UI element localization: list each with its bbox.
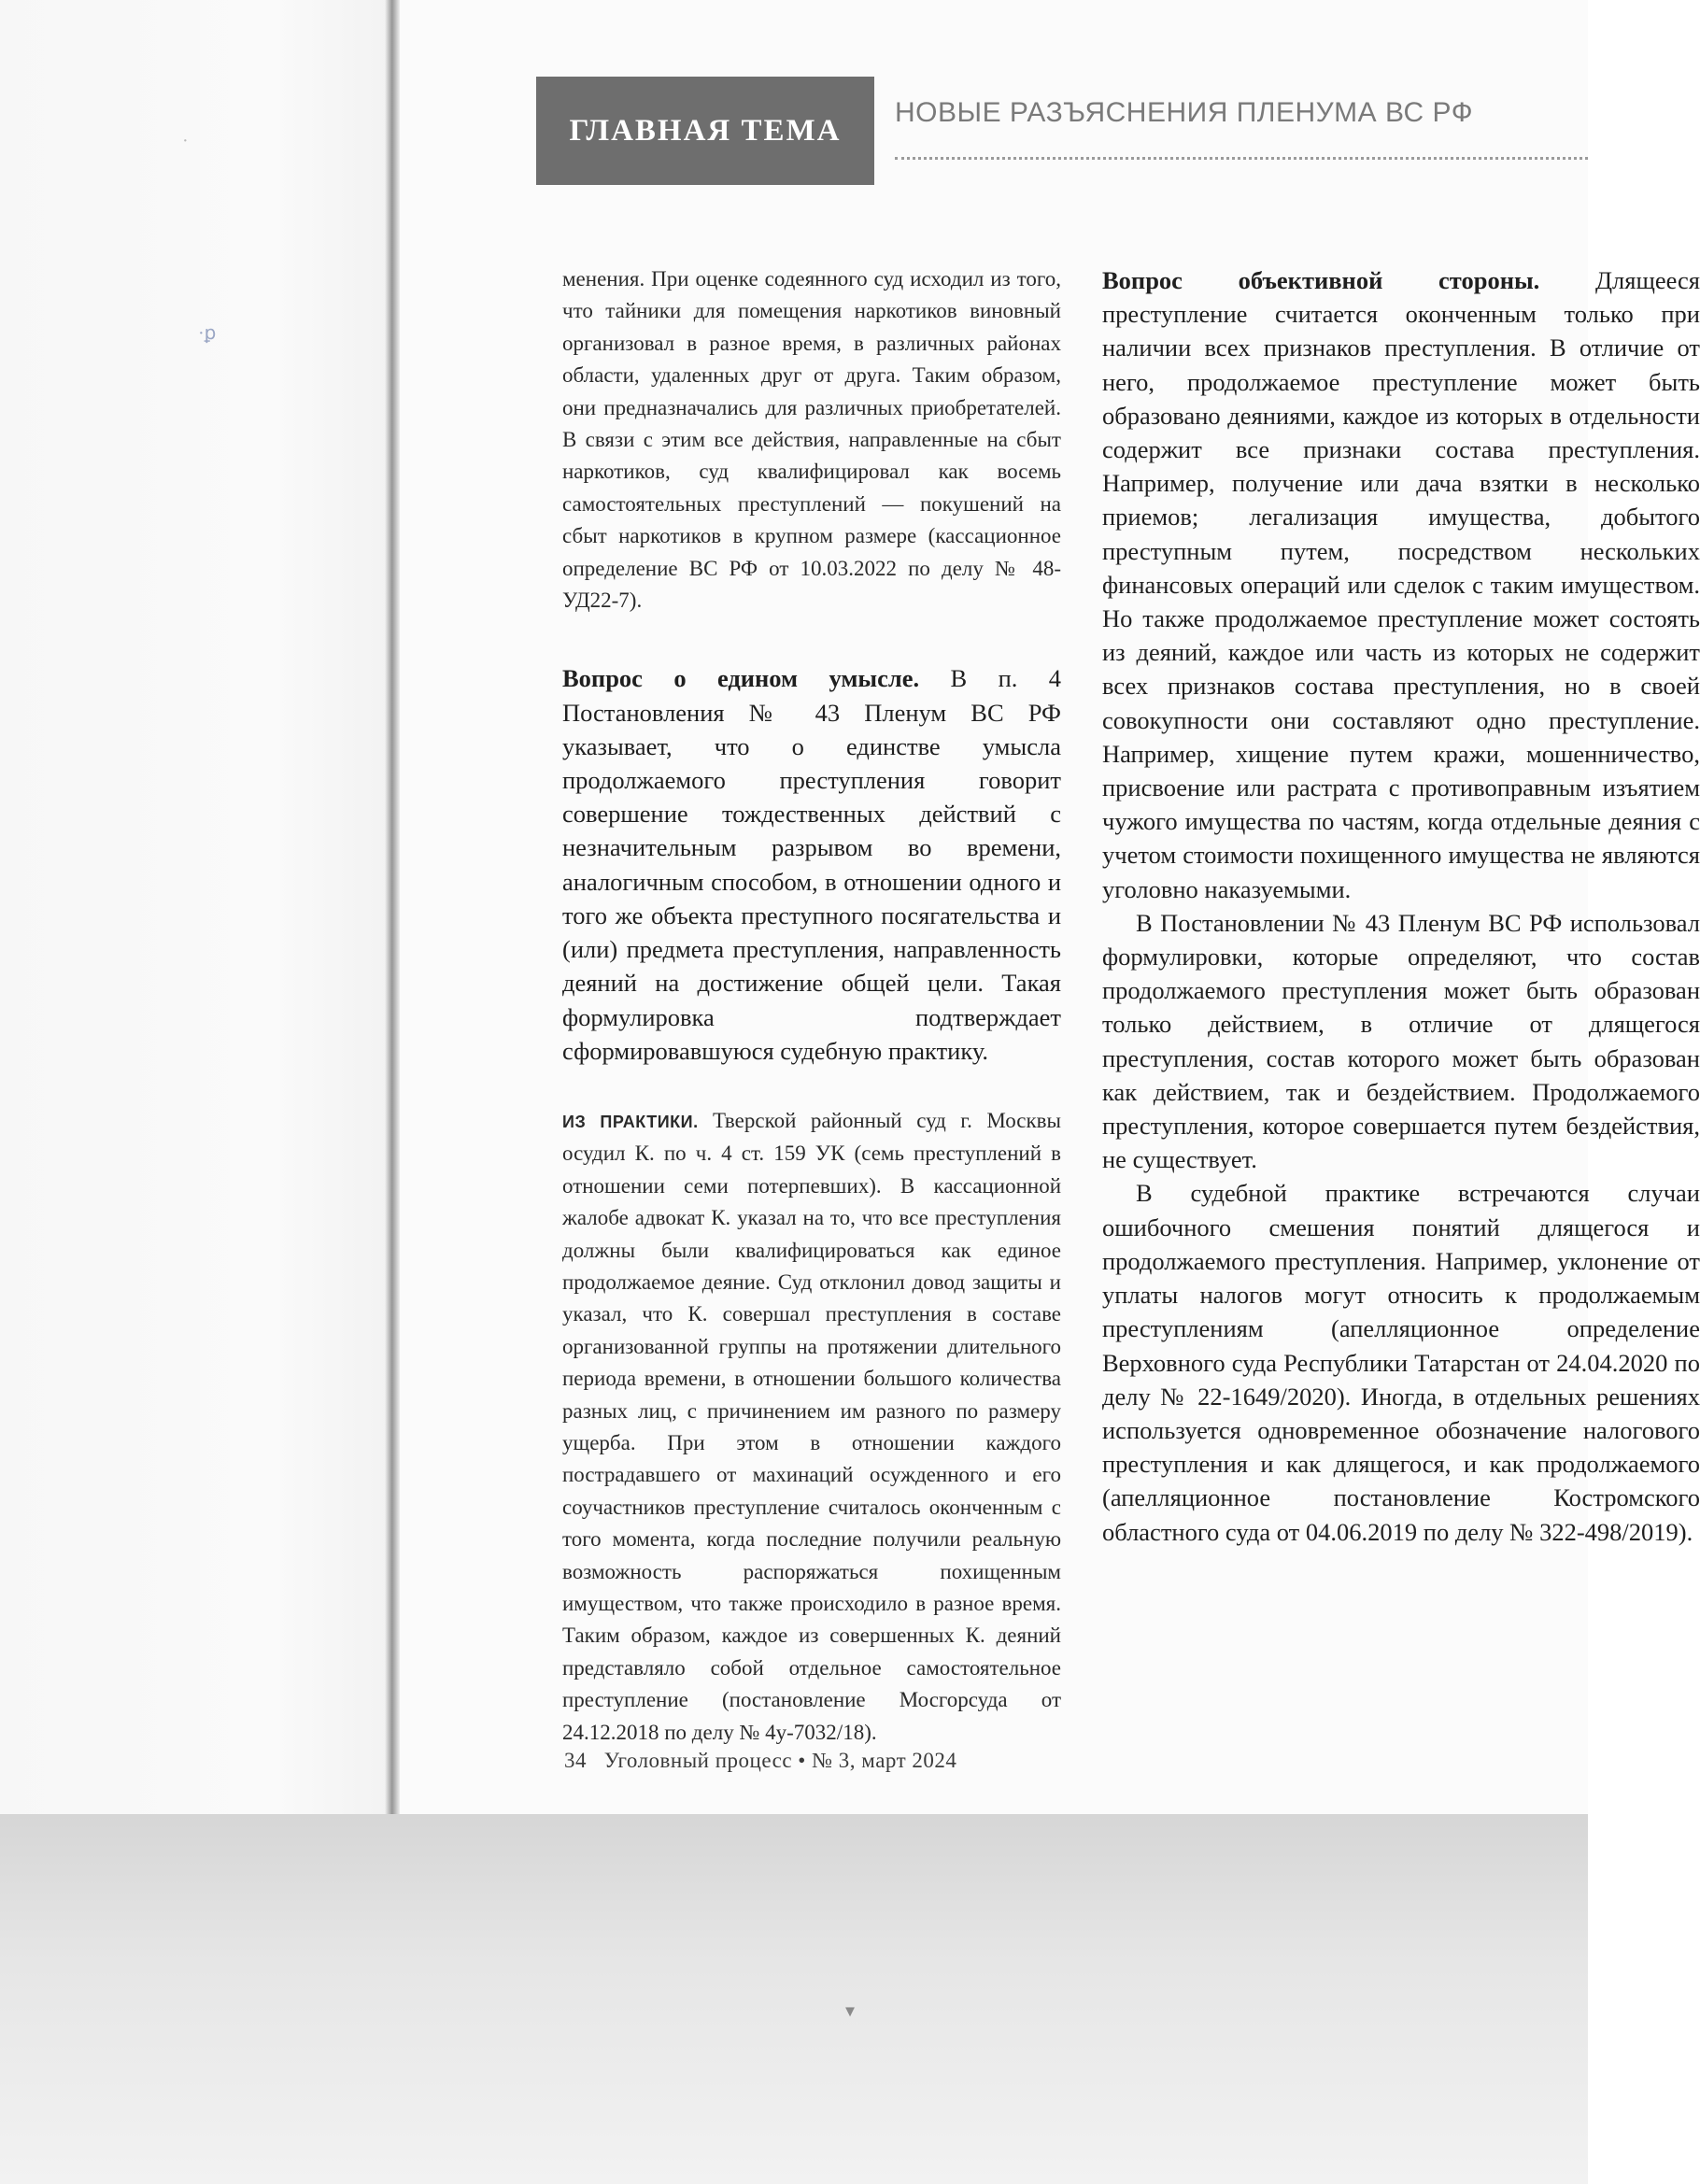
left-paragraph-2 — [562, 661, 1061, 1067]
right-paragraph-1-text: Длящееся преступление считается оконченным только при наличии всех признаков преступления. В отличие от него, продолжаемое преступление может быть образовано деяниями, каждое из которых в отдельности содержит все признаки состава преступления. Например, получение или дача взятки в несколько приемов; легализация имущества, добытого преступным путем, посредством нескольких финансовых операций или сделок с таким имуществом. Но также продолжаемое преступление может состоять из деяний, каждое или часть из которых не содержит всех признаков состава преступления, но в своей совокупности они составляют одно преступление. Например, хищение путем кражи, мошенничество, присвоение или растрата с противоправным изъятием чужого имущества по частям, когда отдельные деяния с учетом стоимости похищенного имущества не являются уголовно наказуемыми. — [1102, 266, 1700, 903]
journal-name: Уголовный процесс — [603, 1749, 793, 1772]
scan-left-margin — [0, 0, 392, 1814]
page-number: 34 — [564, 1749, 587, 1772]
practice-block — [562, 1105, 1061, 1749]
paragraph-spacer — [562, 1068, 1061, 1105]
page-spine-shadow — [385, 0, 400, 1814]
section-subtitle: НОВЫЕ РАЗЪЯСНЕНИЯ ПЛЕНУМА ВС РФ — [895, 97, 1474, 128]
section-title: ГЛАВНАЯ ТЕМА — [569, 113, 842, 148]
right-paragraph-1 — [1102, 263, 1700, 906]
paragraph-spacer — [562, 617, 1061, 661]
section-title-box — [536, 77, 874, 185]
left-column — [562, 263, 1061, 1749]
scan-ink-mark: ·ꝑ — [198, 323, 217, 344]
scan-dust-mark: ▾ — [845, 2001, 856, 2021]
scan-dust-mark: · — [182, 131, 189, 151]
practice-label: ИЗ ПРАКТИКИ. — [562, 1112, 699, 1131]
page-footer — [564, 1749, 956, 1773]
right-paragraph-2: В Постановлении № 43 Пленум ВС РФ использовал формулировки, которые определяют, что состав продолжаемого преступления может быть образован только действием, в отличие от длящегося преступления, состав которого может быть образован как действием, так и бездействием. Продолжаемого преступления, которое совершается путем бездействия, не существует. — [1102, 908, 1700, 1174]
scan-bottom-area — [0, 1814, 1588, 2184]
subheading-single-intent: Вопрос о едином умысле. — [562, 664, 920, 693]
left-paragraph-2-text: В п. 4 Постановления № 43 Пленум ВС РФ указывает, что о единстве умысла продолжаемого преступления говорит совершение тождественных действий с незначительным разрывом во времени, аналогичным способом, в отношении одного и того же объекта преступного посягательства и (или) предмета преступления, направленность деяний на достижение общей цели. Такая формулировка подтверждает сформировавшуюся судебную практику. — [562, 664, 1061, 1065]
footer-bullet: • — [798, 1749, 806, 1772]
left-paragraph-1: менения. При оценке содеянного суд исходил из того, что тайники для помещения наркотиков виновный организовал в разное время, в различных районах области, удаленных друг от друга. Таким образом, они предназначались для различных приобретателей. В связи с этим все действия, направленные на сбыт наркотиков, суд квалифицировал как восемь самостоятельных преступлений — покушений на сбыт наркотиков в крупном размере (кассационное определение ВС РФ от 10.03.2022 по делу № 48-УД22-7). — [562, 267, 1061, 613]
right-paragraph-3: В судебной практике встречаются случаи ошибочного смешения понятий длящегося и продолжаемого преступления. Например, уклонение от уплаты налогов могут относить к продолжаемым преступлениям (апелляционное определение Верховного суда Республики Татарстан от 24.04.2020 по делу № 22-1649/2020). Иногда, в отдельных решениях используется одновременное обозначение налогового преступления и как длящегося, и как продолжаемого (апелляционное постановление Костромского областного суда от 04.06.2019 по делу № 322-498/2019). — [1102, 1179, 1700, 1546]
subheading-objective-side: Вопрос объективной стороны. — [1102, 266, 1540, 294]
practice-text: Тверской районный суд г. Москвы осудил К. по ч. 4 ст. 159 УК (семь преступлений в отношении семи потерпевших). В кассационной жалобе адвокат К. указал на то, что все преступления должны были квалифицироваться как единое продолжаемое деяние. Суд отклонил довод защиты и указал, что К. совершал преступления в составе организованной группы на протяжении длительного периода времени, в отношении большого количества разных лиц, с причинением им разного по размеру ущерба. При этом в отношении каждого пострадавшего от махинаций осужденного и его соучастников преступление считалось оконченным с того момента, когда последние получили реальную возможность распоряжаться похищенным имуществом, что также происходило в разное время. Таким образом, каждое из совершенных К. деяний представляло собой отдельное самостоятельное преступление (постановление Мосгорсуда от 24.12.2018 по делу № 4у-7032/18). — [562, 1108, 1061, 1744]
header-dotted-rule — [895, 157, 1588, 160]
right-column — [1102, 263, 1700, 1655]
issue-info: № 3, март 2024 — [812, 1749, 957, 1772]
